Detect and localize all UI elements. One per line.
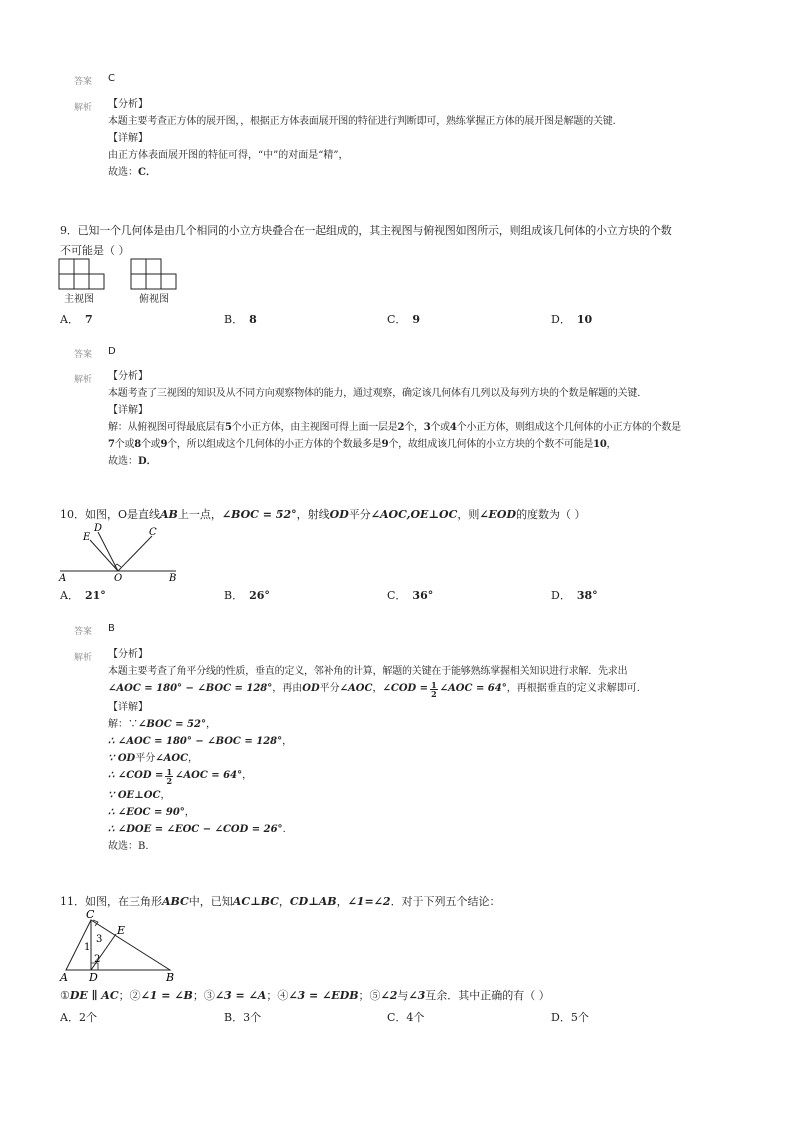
label-b: B [169,573,177,584]
q9-answer-label: 答案 [74,350,93,360]
q10-step2: ∴ ∠AOC = 180° − ∠BOC = 128°， [108,736,293,747]
front-view-grid [59,259,104,289]
q9-xiangjie-heading: 【详解】 [108,405,148,416]
q10-answer: B [108,623,115,634]
q10-option-a[interactable]: A． 21° [60,589,106,602]
q11-stem: 11．如图，在三角形ABC中，已知AC⊥BC，CD⊥AB，∠1=∠2．对于下列五个结论： [60,895,501,908]
angle-label-2: 2 [94,954,101,965]
q9-option-a[interactable]: A． 7 [60,313,93,326]
q10-answer-label: 答案 [74,627,93,637]
label-c: C [149,527,157,538]
q10-option-b[interactable]: B． 26° [224,589,270,602]
q8-analysis-label: 解析 [74,103,93,113]
fraction-half-step: $\frac{1}{2}$ [166,766,173,786]
q11-conclusions: ①DE ∥ AC；②∠1 = ∠B；③∠3 = ∠A；④∠3 = ∠EDB；⑤∠2与∠3互余．其中正确的有（ ） [60,989,550,1002]
q9-detail-line1: 解：从俯视图可得最底层有5个小正方体，由主视图可得上面一层是2个，3个或4个小正方体，则组成这个几何体的小正方体的个数是 [108,422,681,433]
q10-step4: ∴ ∠COD = $\frac{1}{2}$ ∠AOC = 64° ， [108,766,253,786]
fraction-half: $\frac{1}{2}$ [431,679,437,699]
q8-conclusion: 故选：C． [108,167,156,178]
q10-option-d[interactable]: D． 38° [551,589,598,602]
q10-step5: ∵ OE⊥OC， [108,790,171,801]
q11-triangle-figure [56,908,184,984]
ray-oc [118,536,152,571]
label-c: C [86,908,95,921]
label-e: E [83,532,91,543]
q9-answer: D [108,346,116,357]
q8-analysis-text: 本题主要考查正方体的展开图，，根据正方体表面展开图的特征进行判断即可，熟练掌握正方体的展开图是解题的关键． [108,116,623,127]
top-view-label: 俯视图 [139,294,169,305]
angle-label-1: 1 [84,942,91,953]
q9-stem-line1: 9．已知一个几何体是由几个相同的小立方块叠合在一起组成的，其主视图与俯视图如图所示，则组成该几何体的小立方块的个数 [60,224,672,237]
label-a: A [59,573,67,584]
q11-option-b[interactable]: B．3个 [224,1011,262,1024]
q9-option-c[interactable]: C． 9 [387,313,421,326]
angle-label-3: 3 [96,934,103,945]
q8-xiangjie-heading: 【详解】 [108,133,148,144]
q11-option-a[interactable]: A．2个 [60,1011,97,1024]
front-view-label: 主视图 [64,294,94,305]
label-b: B [166,971,175,984]
q11-option-d[interactable]: D．5个 [551,1011,589,1024]
q10-option-c[interactable]: C． 36° [387,589,434,602]
q8-fenxi-heading: 【分析】 [108,99,148,110]
q10-analysis-line2: ∠AOC = 180° − ∠BOC = 128° ，再由 OD 平分 ∠AOC ， ∠COD = $\frac{1}{2}$ ∠AOC = 64° ，再根据垂直的定义求解即可． [108,679,647,699]
q10-xiangjie-heading: 【详解】 [108,702,148,713]
q10-stem: 10．如图，O是直线AB上一点，∠BOC = 52°，射线OD平分∠AOC,OE⊥OC，则∠EOD的度数为（ ） [60,508,586,521]
q10-step3: ∵ OD平分∠AOC， [108,753,199,764]
q10-analysis-text: 本题主要考查了角平分线的性质，垂直的定义，邻补角的计算，解题的关键在于能够熟练掌握相关知识进行求解．先求出 [108,666,628,677]
q9-option-b[interactable]: B． 8 [224,313,257,326]
q10-step1: 解：∵∠BOC = 52°， [108,719,216,730]
q9-fenxi-heading: 【分析】 [108,371,148,382]
q10-analysis-label: 解析 [74,653,93,663]
q9-option-d[interactable]: D． 10 [551,313,593,326]
q10-angle-figure [56,522,186,584]
q9-detail-line2: 7个或8个或9个，所以组成这个几何体的小正方体的个数最多是9个，故组成该几何体的小立方块的个数不可能是10， [108,439,617,450]
q10-step6: ∴ ∠EOC = 90°， [108,807,195,818]
q10-conclusion: 故选：B． [108,841,156,852]
q9-conclusion: 故选：D． [108,456,157,467]
q8-detail-text: 由正方体表面展开图的特征可得，“中”的对面是“精”， [108,150,349,161]
q8-answer: C [108,73,115,84]
label-d: D [94,523,103,534]
label-e: E [117,924,126,937]
label-o: O [114,573,123,584]
q8-answer-label: 答案 [74,77,93,87]
label-a: A [60,971,68,984]
top-view-grid [131,259,176,289]
q10-step7: ∴ ∠DOE = ∠EOC − ∠COD = 26°． [108,824,293,835]
q9-analysis-label: 解析 [74,375,93,385]
q11-option-c[interactable]: C．4个 [387,1011,425,1024]
q10-fenxi-heading: 【分析】 [108,649,148,660]
label-d: D [89,971,98,984]
q9-analysis-text: 本题考查了三视图的知识及从不同方向观察物体的能力，通过观察，确定该几何体有几列以及每列方块的个数是解题的关键． [108,388,647,399]
q9-stem-line2: 不可能是（ ） [60,244,130,257]
